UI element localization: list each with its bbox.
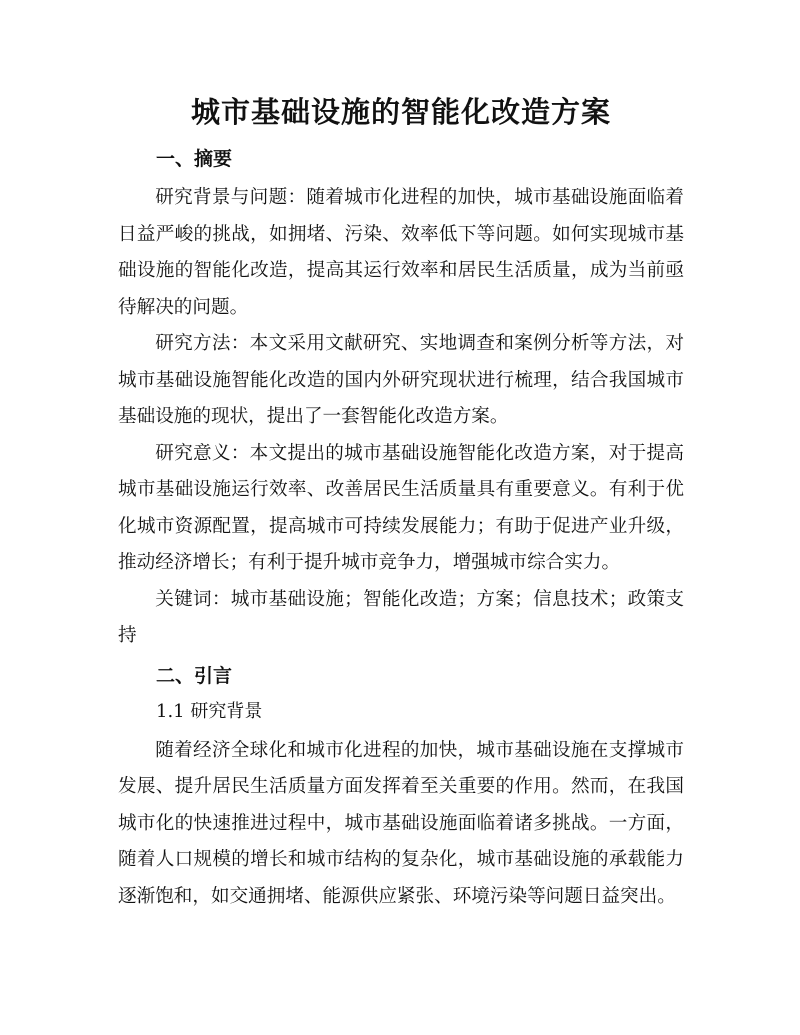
introduction-paragraph: 随着经济全球化和城市化进程的加快，城市基础设施在支撑城市发展、提升居民生活质量方面发挥着至关重要的作用。然而，在我国城市化的快速推进过程中，城市基础设施面临着诸多挑战。一方面，随着人口规模的增长和城市结构的复杂化，城市基础设施的承载能力逐渐饱和，如交通拥堵、能源供应紧张、环境污染等问题日益突出。 (118, 739, 684, 907)
abstract-method-paragraph: 研究方法：本文采用文献研究、实地调查和案例分析等方法，对城市基础设施智能化改造的国内外研究现状进行梳理，结合我国城市基础设施的现状，提出了一套智能化改造方案。 (118, 333, 684, 427)
document-title: 城市基础设施的智能化改造方案 (190, 95, 611, 129)
section-heading-abstract: 一、摘要 (156, 148, 233, 170)
abstract-background-paragraph: 研究背景与问题：随着城市化进程的加快，城市基础设施面临着日益严峻的挑战，如拥堵、污染、效率低下等问题。如何实现城市基础设施的智能化改造，提高其运行效率和居民生活质量，成为当前亟待解决的问题。 (118, 187, 684, 318)
document-page (118, 92, 684, 915)
keywords-paragraph: 关键词：城市基础设施；智能化改造；方案；信息技术；政策支持 (118, 588, 684, 646)
abstract-significance-paragraph: 研究意义：本文提出的城市基础设施智能化改造方案，对于提高城市基础设施运行效率、改善居民生活质量具有重要意义。有利于优化城市资源配置，提高城市可持续发展能力；有助于促进产业升级，推动经济增长；有利于提升城市竞争力，增强城市综合实力。 (118, 442, 684, 573)
subsection-heading-background: 1.1 研究背景 (156, 700, 263, 722)
section-heading-introduction: 二、引言 (156, 664, 233, 687)
